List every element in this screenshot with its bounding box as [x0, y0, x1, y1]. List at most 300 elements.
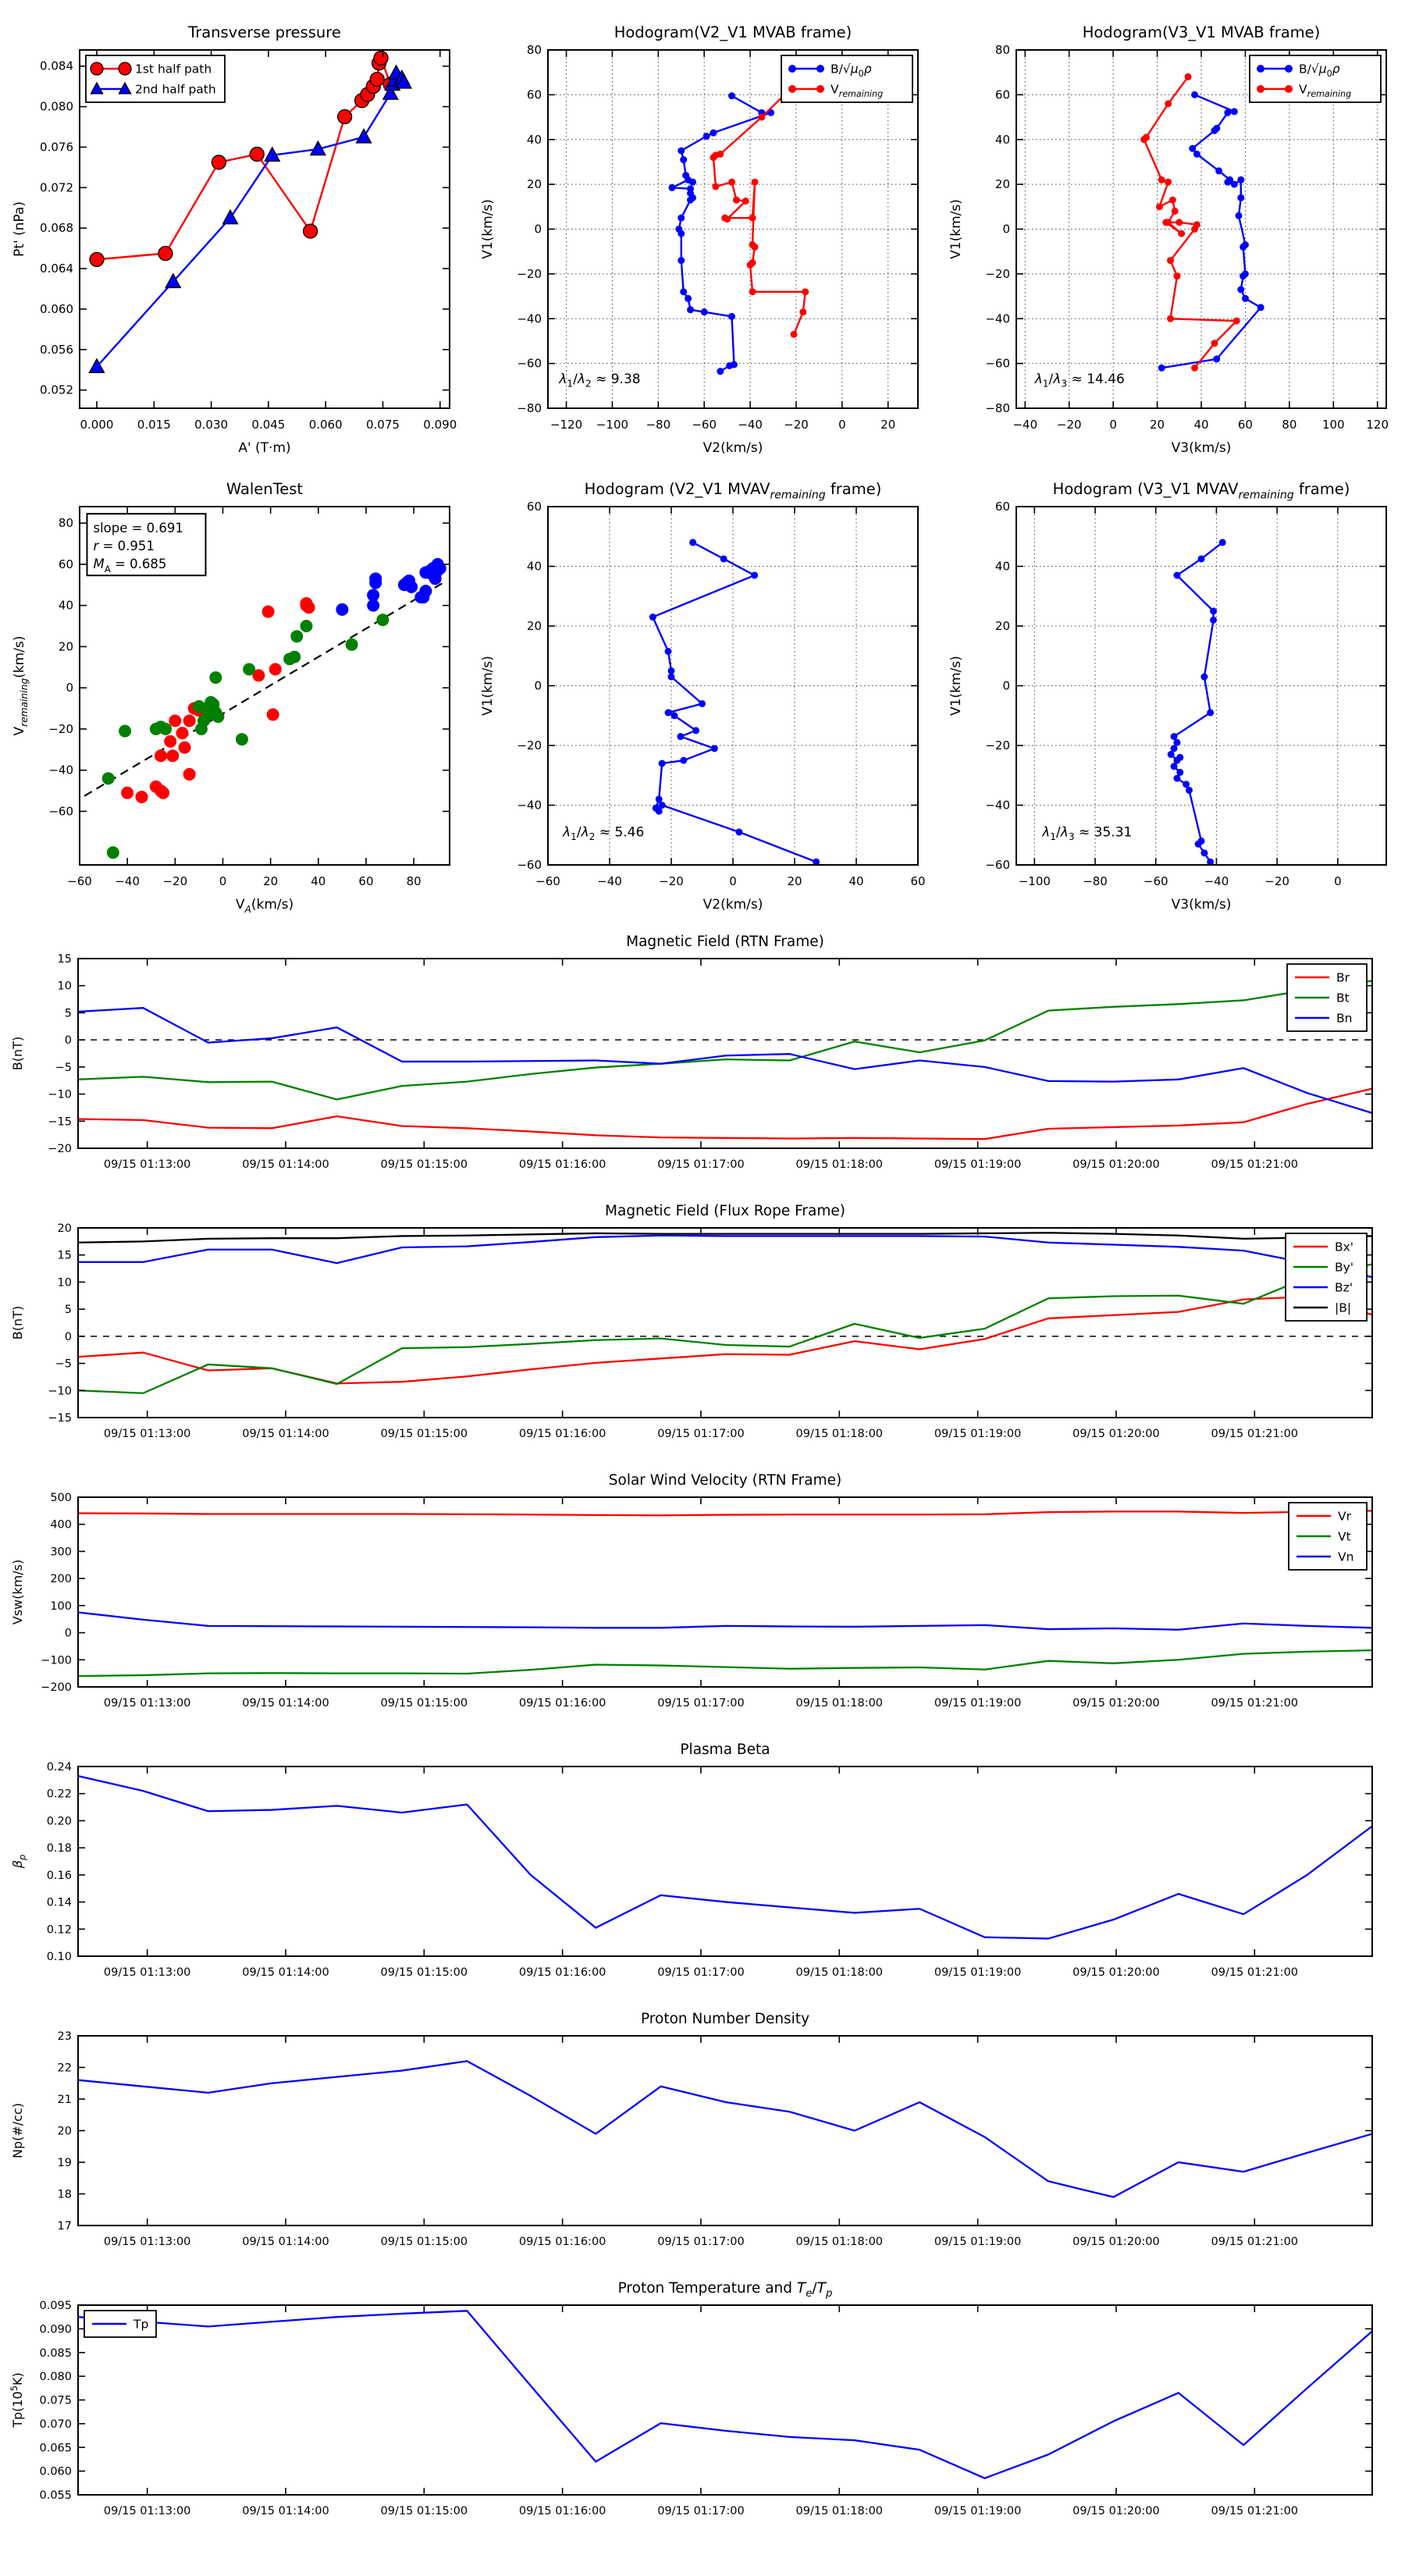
svg-text:60: 60 [994, 500, 1010, 514]
proton-number-density-chart [0, 2005, 1405, 2274]
svg-text:09/15 01:15:00: 09/15 01:15:00 [380, 2505, 468, 2517]
svg-text:09/15 01:17:00: 09/15 01:17:00 [657, 1697, 745, 1710]
svg-text:λ1/λ2 ≈ 9.38: $\lambda_1/\lambda_2 \approx 9.38$ [559, 371, 641, 390]
svg-text:0.065: 0.065 [39, 2442, 72, 2455]
svg-text:0.090: 0.090 [423, 418, 457, 432]
svg-text:−15: −15 [48, 1115, 72, 1129]
svg-text:20: 20 [57, 1222, 72, 1235]
y-axis-label: V1(km/s) [948, 656, 964, 716]
svg-text:0: 0 [66, 681, 73, 696]
svg-text:5: 5 [64, 1007, 72, 1020]
svg-text:0.056: 0.056 [40, 342, 73, 357]
svg-text:09/15 01:13:00: 09/15 01:13:00 [103, 1428, 191, 1440]
svg-text:80: 80 [526, 43, 542, 57]
series-beta_p [78, 1776, 1372, 1938]
ticks [47, 1761, 1372, 1979]
ticks [48, 1222, 1372, 1440]
svg-text:−20: −20 [985, 738, 1010, 753]
svg-text:100: 100 [50, 1599, 72, 1613]
svg-text:−120: −120 [550, 418, 583, 432]
svg-text:09/15 01:14:00: 09/15 01:14:00 [242, 1966, 329, 1979]
ticks [41, 1492, 1372, 1710]
legend [1250, 55, 1381, 102]
svg-text:20: 20 [1150, 418, 1165, 432]
series-B_scaled [1158, 91, 1264, 372]
series-Tp [78, 2311, 1372, 2478]
svg-text:09/15 01:19:00: 09/15 01:19:00 [934, 2505, 1022, 2517]
svg-text:09/15 01:18:00: 09/15 01:18:00 [795, 1697, 884, 1710]
svg-text:09/15 01:20:00: 09/15 01:20:00 [1072, 2505, 1160, 2517]
hodogram_v2v1_mvav-group [480, 480, 926, 913]
x-axis-label: A' (T·m) [238, 440, 291, 456]
svg-text:0.015: 0.015 [137, 418, 171, 432]
series-Br [78, 1089, 1372, 1140]
svg-text:19: 19 [57, 2157, 72, 2169]
svg-text:−20: −20 [985, 266, 1010, 281]
svg-text:Vremaining: $V_{remaining}$ [1299, 82, 1352, 99]
svg-text:18: 18 [57, 2188, 72, 2201]
svg-text:Br: Br [1336, 970, 1350, 985]
svg-text:20: 20 [263, 874, 279, 888]
svg-text:22: 22 [57, 2062, 72, 2075]
chart-title: Hodogram (V2_V1 $MVAV_{remaining}$ frame) [584, 480, 882, 502]
series-V_remaining [710, 76, 809, 338]
svg-text:Vn: Vn [1338, 1550, 1354, 1564]
svg-text:0: 0 [1002, 222, 1010, 237]
svg-text:Bx': Bx' [1335, 1240, 1354, 1254]
chart-title: Magnetic Field (RTN Frame) [626, 934, 824, 950]
y-axis-label: V1(km/s) [480, 199, 496, 259]
svg-text:−100: −100 [41, 1654, 72, 1667]
axes-frame [80, 50, 450, 408]
svg-text:−20: −20 [48, 1143, 72, 1155]
svg-text:10: 10 [57, 980, 72, 993]
svg-text:0.14: 0.14 [46, 1896, 72, 1909]
series-Bx' [78, 1297, 1372, 1383]
svg-text:09/15 01:13:00: 09/15 01:13:00 [103, 2236, 191, 2248]
svg-text:09/15 01:18:00: 09/15 01:18:00 [795, 1966, 884, 1979]
proton_temperature-group [9, 2280, 1372, 2517]
svg-text:60: 60 [526, 500, 542, 514]
svg-text:200: 200 [50, 1573, 72, 1586]
svg-text:0: 0 [64, 1627, 72, 1640]
svg-text:−80: −80 [1083, 874, 1108, 888]
svg-text:−80: −80 [517, 401, 542, 415]
svg-text:09/15 01:18:00: 09/15 01:18:00 [795, 2236, 884, 2248]
svg-text:0.076: 0.076 [40, 140, 73, 155]
y-axis-label: V1(km/s) [480, 656, 496, 716]
svg-text:09/15 01:15:00: 09/15 01:15:00 [380, 1158, 468, 1171]
svg-text:09/15 01:13:00: 09/15 01:13:00 [103, 1966, 191, 1979]
svg-text:r = 0.951: r = 0.951 [93, 539, 155, 554]
svg-text:20: 20 [994, 619, 1010, 633]
legend [1287, 964, 1367, 1031]
svg-text:09/15 01:19:00: 09/15 01:19:00 [934, 1697, 1022, 1710]
svg-text:slope = 0.691: slope = 0.691 [93, 521, 183, 536]
svg-text:09/15 01:21:00: 09/15 01:21:00 [1211, 1158, 1299, 1171]
svg-text:09/15 01:21:00: 09/15 01:21:00 [1211, 1697, 1299, 1710]
svg-text:λ1/λ2 ≈ 5.46: $\lambda_1/\lambda_2 \approx 5.46$ [562, 824, 645, 843]
svg-text:0.060: 0.060 [39, 2465, 72, 2478]
chart-title: Magnetic Field (Flux Rope Frame) [605, 1203, 845, 1219]
svg-text:09/15 01:21:00: 09/15 01:21:00 [1211, 2505, 1299, 2517]
svg-text:Bz': Bz' [1335, 1280, 1353, 1295]
svg-text:17: 17 [57, 2220, 72, 2233]
svg-text:0.16: 0.16 [46, 1869, 72, 1882]
svg-text:0: 0 [64, 1034, 72, 1048]
svg-text:0: 0 [729, 874, 737, 888]
chart-title: Solar Wind Velocity (RTN Frame) [608, 1472, 842, 1489]
svg-text:−40: −40 [1204, 874, 1229, 888]
magnetic_field_flux_rope-group [10, 1203, 1372, 1440]
series-|B| [78, 1233, 1372, 1242]
svg-text:0.080: 0.080 [40, 99, 73, 114]
walen-test-chart [0, 471, 468, 927]
series-B_scaled [668, 92, 774, 375]
svg-text:100: 100 [1321, 418, 1345, 432]
legend [1289, 1503, 1367, 1570]
svg-text:−60: −60 [517, 858, 542, 872]
series-Vt [78, 1650, 1372, 1676]
svg-text:40: 40 [994, 559, 1010, 574]
annotation [1034, 372, 1125, 390]
svg-text:09/15 01:15:00: 09/15 01:15:00 [380, 1428, 468, 1440]
svg-text:−60: −60 [48, 804, 73, 819]
svg-text:09/15 01:18:00: 09/15 01:18:00 [795, 1428, 884, 1440]
series-Bn [78, 1008, 1372, 1113]
x-axis-label: $V_A(km/s)$ [235, 897, 294, 915]
svg-text:20: 20 [526, 177, 542, 192]
svg-text:−40: −40 [738, 418, 763, 432]
chart-title: Hodogram(V3_V1 MVAB frame) [1082, 23, 1321, 41]
top-row-2 [0, 471, 1405, 927]
svg-text:B/√μ0ρ: $B/√\mu_0\rho$ [1299, 62, 1340, 79]
y-axis-label: $V_{remaining}(km/s)$ [12, 635, 30, 736]
ticks [39, 2300, 1372, 2517]
svg-text:40: 40 [58, 598, 73, 613]
legend [781, 55, 912, 102]
svg-text:09/15 01:19:00: 09/15 01:19:00 [934, 1966, 1022, 1979]
svg-text:λ1/λ3 ≈ 14.46: $\lambda_1/\lambda_3 \approx 14.46$ [1034, 371, 1125, 390]
svg-text:09/15 01:15:00: 09/15 01:15:00 [380, 1697, 468, 1710]
svg-text:09/15 01:13:00: 09/15 01:13:00 [103, 1697, 191, 1710]
svg-text:09/15 01:20:00: 09/15 01:20:00 [1072, 2236, 1160, 2248]
annotation [1041, 824, 1132, 842]
svg-text:40: 40 [311, 874, 326, 888]
plasma_beta-group [10, 1742, 1372, 1979]
svg-text:−80: −80 [646, 418, 671, 432]
svg-text:−40: −40 [115, 874, 140, 888]
svg-text:21: 21 [57, 2094, 72, 2106]
svg-text:Bt: Bt [1336, 991, 1350, 1005]
svg-text:0.22: 0.22 [46, 1788, 72, 1801]
magnetic-field-rtn-chart [0, 927, 1405, 1197]
grid [1016, 50, 1386, 408]
svg-text:−60: −60 [692, 418, 717, 432]
plasma-beta-chart [0, 1735, 1405, 2005]
svg-text:80: 80 [994, 43, 1010, 57]
chart-title: Proton Temperature and $T_e/T_p$ [617, 2280, 833, 2300]
svg-text:40: 40 [526, 132, 542, 147]
svg-text:0.20: 0.20 [46, 1815, 72, 1828]
svg-text:0.045: 0.045 [251, 418, 286, 432]
annotation [87, 514, 205, 575]
svg-text:40: 40 [1193, 418, 1209, 432]
svg-text:0.052: 0.052 [40, 382, 73, 397]
svg-text:MA = 0.685: $M_A = 0.685$ [93, 557, 167, 575]
svg-text:15: 15 [57, 953, 72, 966]
svg-text:0.064: 0.064 [40, 262, 73, 276]
axes-frame [78, 959, 1372, 1148]
svg-text:0.070: 0.070 [39, 2418, 72, 2431]
legend [84, 2311, 156, 2337]
svg-text:09/15 01:16:00: 09/15 01:16:00 [518, 2505, 606, 2517]
svg-text:λ1/λ3 ≈ 35.31: $\lambda_1/\lambda_3 \approx 35.31$ [1042, 824, 1133, 843]
chart-title: Plasma Beta [680, 1742, 770, 1758]
hodogram_v2v1_mvab-group [480, 23, 918, 456]
svg-text:09/15 01:20:00: 09/15 01:20:00 [1072, 1966, 1160, 1979]
y-axis-label: B(nT) [10, 1305, 25, 1340]
svg-text:40: 40 [848, 874, 864, 888]
transverse_pressure-group [12, 23, 457, 456]
svg-text:20: 20 [994, 177, 1010, 192]
ticks [40, 50, 457, 432]
svg-text:−100: −100 [596, 418, 629, 432]
svg-text:−20: −20 [517, 266, 542, 281]
svg-text:09/15 01:15:00: 09/15 01:15:00 [380, 1966, 468, 1979]
svg-text:09/15 01:14:00: 09/15 01:14:00 [242, 1428, 329, 1440]
series-interval [102, 614, 389, 859]
svg-text:0.055: 0.055 [39, 2489, 72, 2502]
legend [1286, 1233, 1367, 1321]
svg-text:40: 40 [994, 132, 1010, 147]
series-V_remaining [1140, 73, 1240, 372]
svg-text:09/15 01:20:00: 09/15 01:20:00 [1072, 1428, 1160, 1440]
svg-text:0.18: 0.18 [46, 1842, 72, 1856]
svg-text:Bn: Bn [1336, 1011, 1353, 1026]
svg-text:−20: −20 [659, 874, 684, 888]
axes-frame [78, 1497, 1372, 1687]
svg-text:09/15 01:17:00: 09/15 01:17:00 [657, 2505, 745, 2517]
top-row-1 [0, 14, 1405, 471]
svg-text:−40: −40 [48, 763, 73, 777]
svg-text:−20: −20 [48, 721, 73, 736]
svg-text:09/15 01:21:00: 09/15 01:21:00 [1211, 2236, 1299, 2248]
svg-text:60: 60 [910, 874, 926, 888]
svg-text:09/15 01:21:00: 09/15 01:21:00 [1211, 1428, 1299, 1440]
svg-text:−60: −60 [535, 874, 560, 888]
svg-text:0: 0 [64, 1330, 72, 1343]
series-V_remaining [649, 539, 820, 865]
axes-frame [78, 1767, 1372, 1956]
svg-text:0: 0 [1002, 678, 1010, 693]
svg-text:0.075: 0.075 [39, 2394, 72, 2407]
svg-text:Tp: Tp [133, 2317, 149, 2332]
magnetic_field_rtn-group [10, 934, 1372, 1171]
svg-text:20: 20 [58, 639, 73, 654]
svg-text:60: 60 [58, 557, 73, 571]
svg-text:09/15 01:16:00: 09/15 01:16:00 [518, 1428, 606, 1440]
y-axis-label: Vsw(km/s) [10, 1559, 25, 1625]
svg-text:0.085: 0.085 [39, 2347, 72, 2360]
x-axis-label: V2(km/s) [702, 440, 763, 456]
svg-text:−40: −40 [517, 311, 542, 326]
svg-text:0.060: 0.060 [40, 301, 73, 316]
svg-text:09/15 01:19:00: 09/15 01:19:00 [934, 2236, 1022, 2248]
proton-temperature-chart [0, 2274, 1405, 2543]
svg-text:09/15 01:14:00: 09/15 01:14:00 [242, 1697, 329, 1710]
svg-text:5: 5 [64, 1304, 72, 1317]
svg-text:09/15 01:16:00: 09/15 01:16:00 [518, 1158, 606, 1171]
svg-text:0.060: 0.060 [308, 418, 343, 432]
series-Vn [78, 1613, 1372, 1630]
svg-text:0.084: 0.084 [40, 59, 73, 73]
svg-text:09/15 01:19:00: 09/15 01:19:00 [934, 1158, 1022, 1171]
svg-text:60: 60 [1237, 418, 1253, 432]
time-series-stack [0, 927, 1405, 2543]
series-V_remaining [1168, 539, 1226, 865]
svg-text:B/√μ0ρ: $B/√\mu_0\rho$ [831, 62, 872, 79]
series-Bz' [78, 1236, 1372, 1277]
svg-text:10: 10 [57, 1276, 72, 1290]
chart-title: Proton Number Density [640, 2011, 810, 2027]
svg-text:−60: −60 [517, 356, 542, 371]
svg-text:0: 0 [1334, 874, 1342, 888]
svg-text:15: 15 [57, 1249, 72, 1262]
hodogram-v2v1-mvab-chart [468, 14, 937, 471]
svg-text:500: 500 [50, 1492, 72, 1504]
svg-text:300: 300 [50, 1546, 72, 1559]
svg-text:20: 20 [787, 874, 802, 888]
svg-text:−40: −40 [1012, 418, 1038, 432]
series-By' [78, 1265, 1372, 1393]
svg-text:0.12: 0.12 [46, 1923, 72, 1937]
series-Np [78, 2061, 1372, 2197]
y-axis-label: V1(km/s) [948, 199, 964, 259]
svg-text:0.080: 0.080 [39, 2371, 72, 2384]
svg-text:09/15 01:17:00: 09/15 01:17:00 [657, 2236, 745, 2248]
svg-text:09/15 01:13:00: 09/15 01:13:00 [103, 2505, 191, 2517]
svg-text:09/15 01:18:00: 09/15 01:18:00 [795, 2505, 884, 2517]
svg-text:0.000: 0.000 [80, 418, 114, 432]
x-axis-label: V2(km/s) [702, 897, 763, 913]
annotation [562, 824, 644, 842]
solar_wind_velocity-group [10, 1472, 1372, 1710]
svg-text:0: 0 [838, 418, 846, 432]
svg-text:2nd half path: 2nd half path [135, 82, 216, 97]
svg-text:80: 80 [406, 874, 422, 888]
svg-text:−5: −5 [55, 1061, 72, 1074]
hodogram_v3v1_mvab-group [948, 23, 1389, 456]
svg-text:−40: −40 [985, 311, 1010, 326]
svg-text:−10: −10 [48, 1088, 72, 1101]
x-axis-label: V3(km/s) [1171, 897, 1232, 913]
axes-frame [78, 2305, 1372, 2495]
svg-text:−40: −40 [517, 798, 542, 813]
svg-text:0: 0 [219, 874, 227, 888]
svg-text:40: 40 [526, 559, 542, 574]
svg-text:0.075: 0.075 [366, 418, 400, 432]
y-axis-label: Pt' (nPa) [12, 201, 27, 257]
svg-text:−20: −20 [1264, 874, 1289, 888]
y-axis-label: Np(#/cc) [10, 2103, 25, 2158]
svg-text:0: 0 [534, 678, 542, 693]
svg-text:−20: −20 [517, 738, 542, 753]
svg-text:09/15 01:14:00: 09/15 01:14:00 [242, 1158, 329, 1171]
svg-text:09/15 01:16:00: 09/15 01:16:00 [518, 1697, 606, 1710]
chart-title: Hodogram (V3_V1 $MVAV_{remaining}$ frame) [1052, 480, 1350, 502]
svg-text:09/15 01:18:00: 09/15 01:18:00 [795, 1158, 884, 1171]
x-axis-label: V3(km/s) [1171, 440, 1232, 456]
svg-text:−5: −5 [55, 1357, 72, 1371]
walen_test-group [12, 480, 450, 915]
svg-text:20: 20 [57, 2125, 72, 2138]
svg-text:09/15 01:16:00: 09/15 01:16:00 [518, 2236, 606, 2248]
proton_number_density-group [10, 2011, 1372, 2248]
svg-text:−80: −80 [985, 401, 1010, 415]
svg-text:0.068: 0.068 [40, 221, 73, 236]
svg-text:−20: −20 [162, 874, 188, 888]
svg-text:09/15 01:17:00: 09/15 01:17:00 [657, 1428, 745, 1440]
svg-text:09/15 01:13:00: 09/15 01:13:00 [103, 1158, 191, 1171]
svg-text:−40: −40 [597, 874, 622, 888]
svg-text:|B|: |B| [1335, 1300, 1352, 1315]
svg-text:09/15 01:17:00: 09/15 01:17:00 [657, 1158, 745, 1171]
svg-text:120: 120 [1366, 418, 1389, 432]
chart-title: Hodogram(V2_V1 MVAB frame) [614, 23, 852, 41]
svg-text:−60: −60 [67, 874, 92, 888]
svg-text:80: 80 [1282, 418, 1297, 432]
chart-title: Transverse pressure [188, 23, 341, 41]
ticks [58, 2030, 1372, 2248]
svg-text:−60: −60 [1143, 874, 1168, 888]
svg-text:−60: −60 [985, 356, 1010, 371]
svg-text:−20: −20 [784, 418, 809, 432]
transverse-pressure-chart [0, 14, 468, 471]
svg-text:0.24: 0.24 [46, 1761, 72, 1774]
axes-frame [78, 2036, 1372, 2226]
svg-text:80: 80 [58, 516, 73, 531]
svg-text:09/15 01:16:00: 09/15 01:16:00 [518, 1966, 606, 1979]
y-axis-label: $Tp(10^5K)$ [8, 2372, 25, 2428]
svg-text:09/15 01:21:00: 09/15 01:21:00 [1211, 1966, 1299, 1979]
svg-text:0: 0 [1109, 418, 1117, 432]
svg-text:Vt: Vt [1338, 1529, 1351, 1544]
solar-wind-velocity-chart [0, 1466, 1405, 1735]
svg-text:60: 60 [526, 87, 542, 102]
svg-text:−100: −100 [1018, 874, 1051, 888]
svg-text:09/15 01:15:00: 09/15 01:15:00 [380, 2236, 468, 2248]
svg-text:400: 400 [50, 1518, 72, 1532]
svg-text:−60: −60 [985, 858, 1010, 872]
axes-frame [78, 1228, 1372, 1418]
series-2nd half path [89, 66, 411, 373]
svg-text:09/15 01:14:00: 09/15 01:14:00 [242, 2505, 329, 2517]
svg-text:0.090: 0.090 [39, 2323, 72, 2336]
hodogram_v3v1_mvav-group [948, 480, 1386, 913]
svg-text:0.095: 0.095 [39, 2300, 72, 2312]
svg-text:09/15 01:20:00: 09/15 01:20:00 [1072, 1697, 1160, 1710]
series-second-half [336, 558, 446, 616]
svg-text:20: 20 [880, 418, 896, 432]
svg-text:0: 0 [534, 222, 542, 237]
svg-text:60: 60 [358, 874, 374, 888]
svg-text:−200: −200 [41, 1681, 72, 1694]
y-axis-label: $\beta_p$ [10, 1854, 28, 1869]
svg-text:09/15 01:20:00: 09/15 01:20:00 [1072, 1158, 1160, 1171]
legend [86, 55, 225, 102]
svg-text:−40: −40 [985, 798, 1010, 813]
